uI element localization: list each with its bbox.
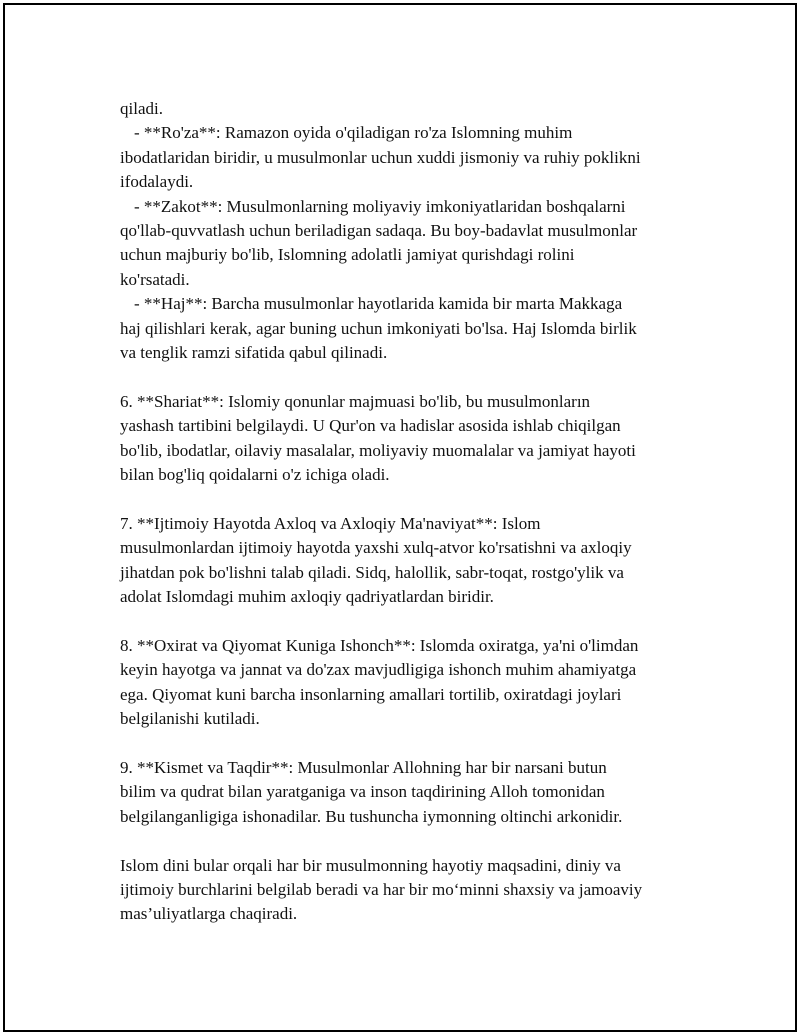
paragraph-gap (120, 365, 700, 389)
document-body (120, 97, 700, 927)
text-line: bilan bog'liq qoidalarni o'z ichiga oladi. (120, 465, 390, 485)
text-line: bilim va qudrat bilan yaratganiga va inson taqdirining Alloh tomonidan (120, 782, 605, 802)
text-line: bo'lib, ibodatlar, oilaviy masalalar, moliyaviy muomalalar va jamiyat hayoti (120, 440, 636, 460)
text-line: qo'llab-quvvatlash uchun beriladigan sadaqa. Bu boy-badavlat musulmonlar (120, 221, 638, 241)
text-line: ega. Qiyomat kuni barcha insonlarning amallari tortilib, oxiratdagi joylari (120, 684, 622, 704)
text-line: - **Zakot**: Musulmonlarning moliyaviy imkoniyatlaridan boshqalarni (134, 196, 626, 216)
text-line: - **Ro'za**: Ramazon oyida o'qiladigan ro'za Islomning muhim (134, 123, 573, 143)
text-line: 8. **Oxirat va Qiyomat Kuniga Ishonch**: Islomda oxiratga, ya'ni o'limdan (120, 635, 639, 655)
text-line: 7. **Ijtimoiy Hayotda Axloq va Axloqiy Ma'naviyat**: Islom (120, 513, 541, 533)
text-line: ko'rsatadi. (120, 269, 190, 289)
text-line: belgilanganligiga ishonadilar. Bu tushuncha iymonning oltinchi arkonidir. (120, 806, 623, 826)
text-line: - **Haj**: Barcha musulmonlar hayotlarida kamida bir marta Makkaga (134, 294, 623, 314)
text-line: Islom dini bular orqali har bir musulmonning hayotiy maqsadini, diniy va (120, 855, 621, 875)
text-line: ibodatlaridan biridir, u musulmonlar uchun xuddi jismoniy va ruhiy poklikni (120, 147, 641, 167)
text-line: adolat Islomdagi muhim axloqiy qadriyatlardan biridir. (120, 587, 494, 607)
text-line: musulmonlardan ijtimoiy hayotda yaxshi xulq-atvor ko'rsatishni va axloqiy (120, 538, 632, 558)
text-line: belgilanishi kutiladi. (120, 709, 260, 729)
paragraph-gap (120, 829, 700, 853)
text-line: uchun majburiy bo'lib, Islomning adolatli jamiyat qurishdagi rolini (120, 245, 575, 265)
paragraph-gap (120, 732, 700, 756)
text-line: ijtimoiy burchlarini belgilab beradi va har bir mo‘minni shaxsiy va jamoaviy (120, 879, 643, 899)
paragraph-gap (120, 610, 700, 634)
page-frame (3, 3, 797, 1032)
text-line: haj qilishlari kerak, agar buning uchun imkoniyati bo'lsa. Haj Islomda birlik (120, 318, 637, 338)
text-line: mas’uliyatlarga chaqiradi. (120, 904, 298, 924)
text-line: va tenglik ramzi sifatida qabul qilinadi. (120, 343, 388, 363)
text-line: ifodalaydi. (120, 172, 194, 192)
text-line: 6. **Shariat**: Islomiy qonunlar majmuasi bo'lib, bu musulmonların (120, 391, 591, 411)
text-line: yashash tartibini belgilaydi. U Qur'on va hadislar asosida ishlab chiqilgan (120, 416, 621, 436)
text-line: 9. **Kismet va Taqdir**: Musulmonlar Allohning har bir narsani butun (120, 757, 607, 777)
text-line: jihatdan pok bo'lishni talab qiladi. Sidq, halollik, sabr-toqat, rostgo'ylik va (120, 562, 624, 582)
paragraph-gap (120, 487, 700, 511)
text-line: qiladi. (120, 99, 163, 118)
text-line: keyin hayotga va jannat va do'zax mavjudligiga ishonch muhim ahamiyatga (120, 660, 637, 680)
